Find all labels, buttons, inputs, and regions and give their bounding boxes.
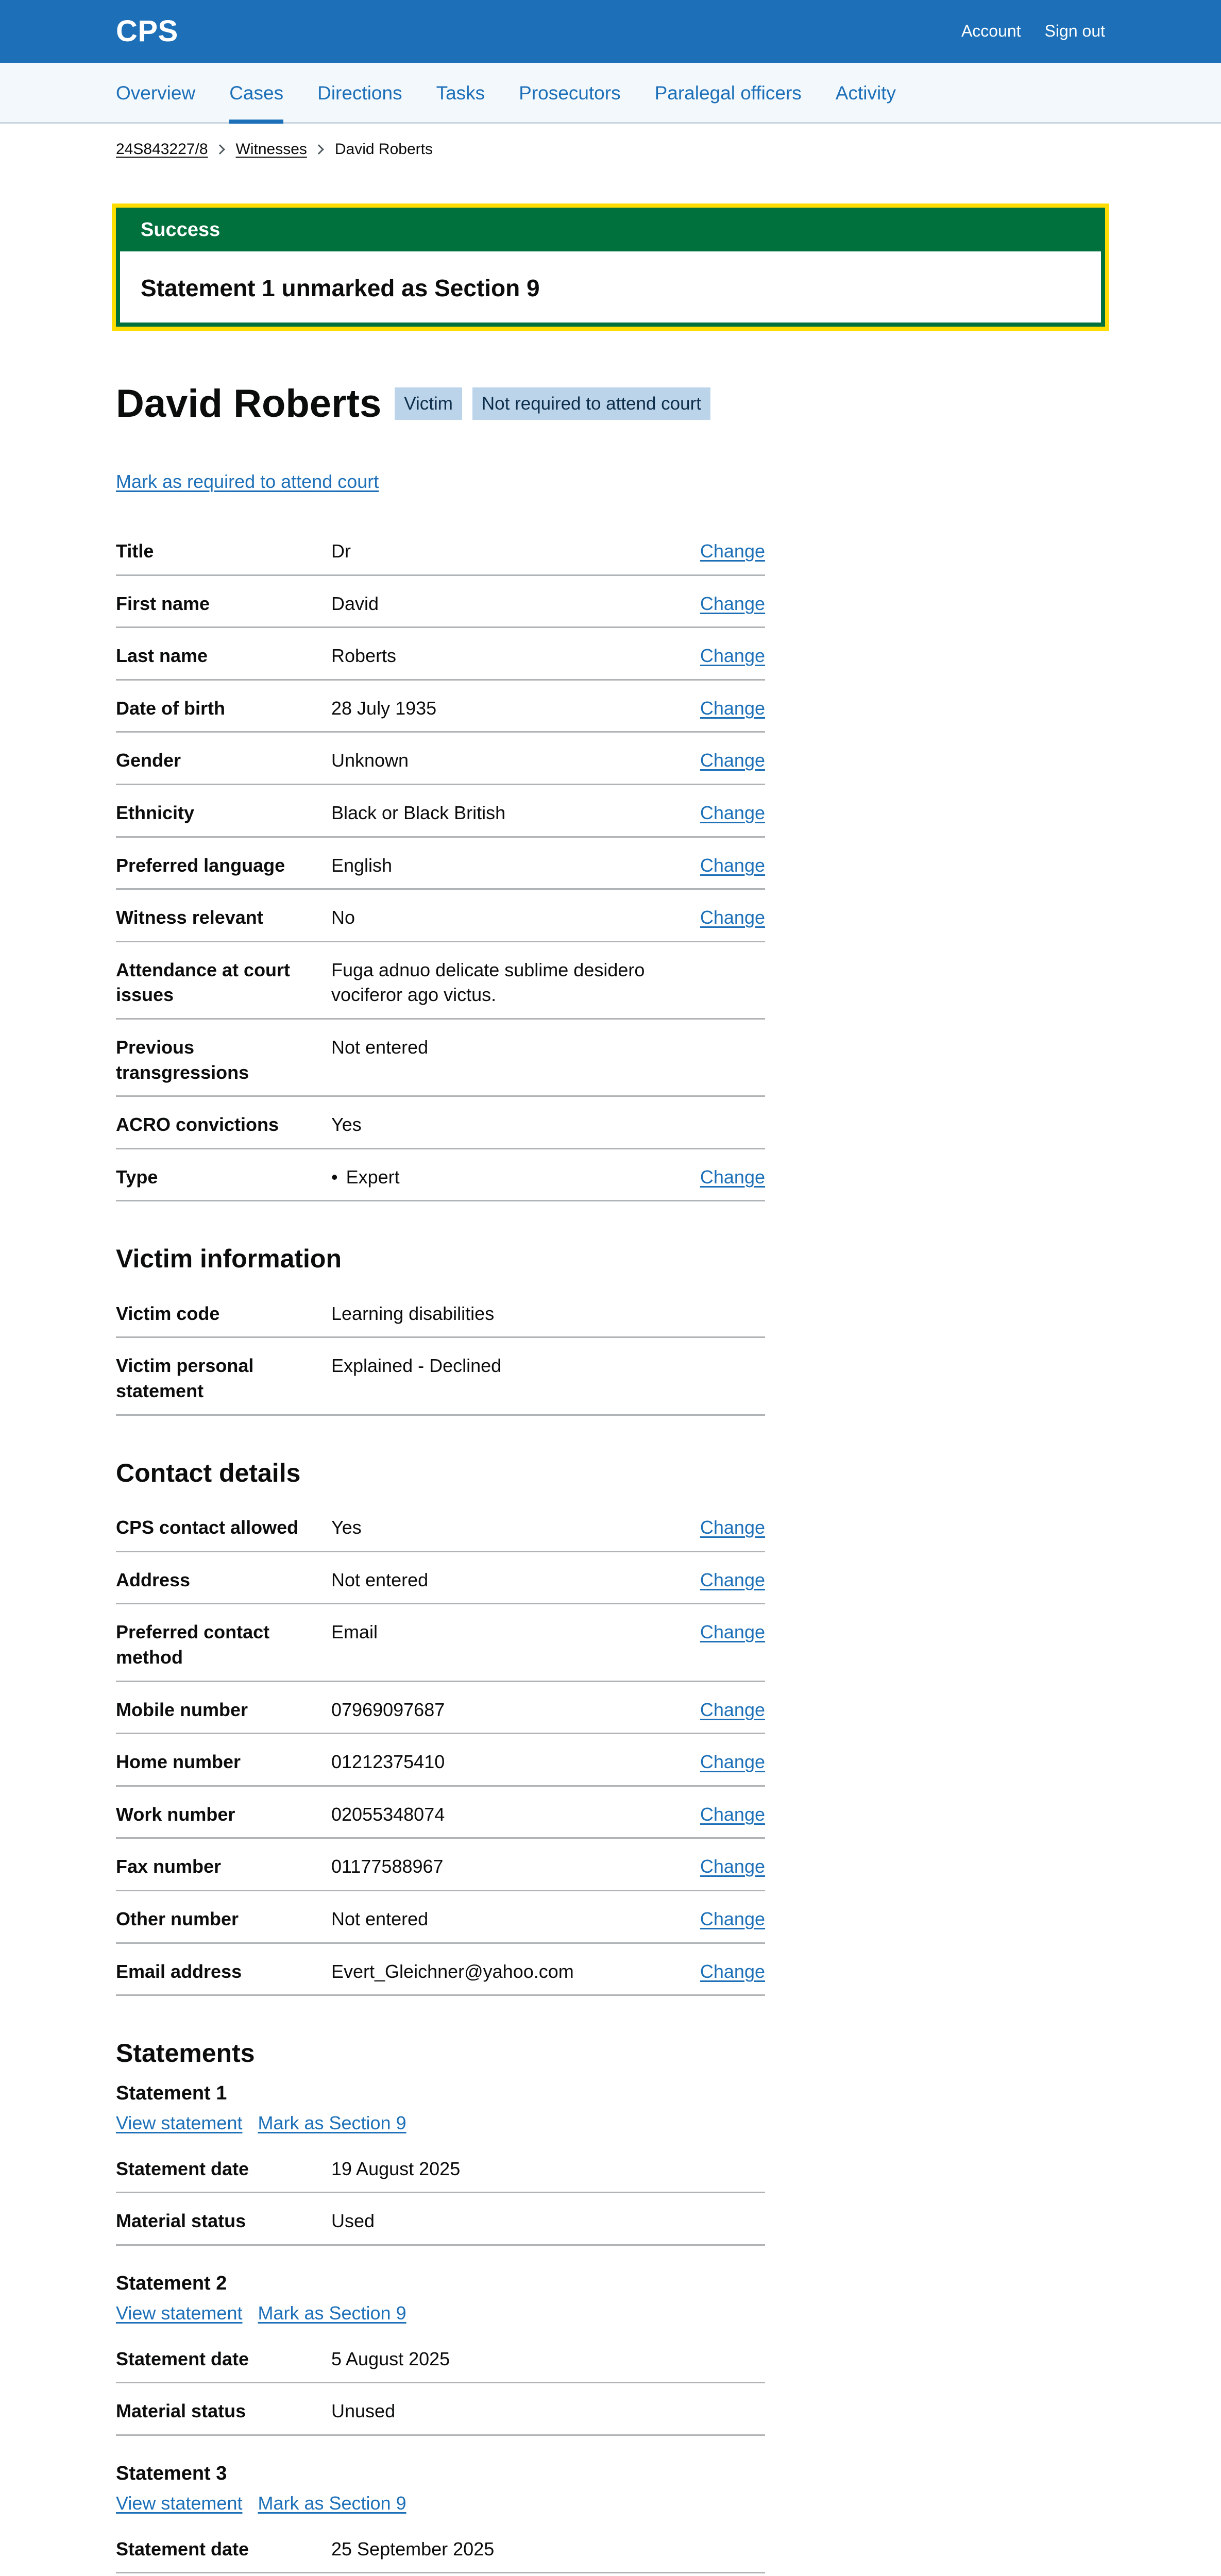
- row-action: [683, 2157, 765, 2182]
- row-key: Email address: [116, 1960, 242, 1982]
- nav-tasks[interactable]: Tasks: [436, 82, 485, 104]
- row-value: 19 August 2025: [331, 2158, 461, 2179]
- statement-actions: [116, 2491, 1105, 2516]
- statement-title: Statement 2: [116, 2272, 227, 2294]
- row-value: 28 July 1935: [331, 697, 437, 719]
- victim-tag: Victim: [395, 387, 462, 420]
- row-value: Black or Black British: [331, 802, 506, 824]
- row-key: Victim personal statement: [116, 1355, 254, 1402]
- summary-row-cps-contact-allowed: [116, 1500, 765, 1552]
- summary-row-last-name: [116, 628, 765, 681]
- row-action: [683, 1854, 765, 1879]
- statement-details-list: [116, 2331, 765, 2436]
- summary-row-attendance-at-court-issues: [116, 942, 765, 1020]
- statements-heading: Statements: [116, 2039, 255, 2068]
- change-other-number-link[interactable]: Change: [700, 1908, 765, 1929]
- change-ethnicity-link[interactable]: Change: [700, 802, 765, 824]
- row-key: Date of birth: [116, 697, 225, 719]
- summary-row-ethnicity: [116, 785, 765, 838]
- statement-block: [116, 2270, 1105, 2436]
- row-action: [683, 1907, 765, 1932]
- change-email-address-link[interactable]: Change: [700, 1960, 765, 1982]
- breadcrumb-witnesses[interactable]: Witnesses: [235, 141, 307, 158]
- row-value: No: [331, 907, 355, 928]
- mark-section-9-link[interactable]: Mark as Section 9: [258, 2112, 406, 2133]
- statement-date-row: [116, 2521, 765, 2574]
- chevron-right-icon: [314, 144, 324, 155]
- change-date-of-birth-link[interactable]: Change: [700, 697, 765, 719]
- row-value: 01177588967: [331, 1856, 444, 1877]
- change-cps-contact-allowed-link[interactable]: Change: [700, 1517, 765, 1538]
- summary-row-preferred-contact-method: [116, 1604, 765, 1682]
- victim-heading: Victim information: [116, 1244, 342, 1274]
- victim-details-list: [116, 1286, 765, 1416]
- change-preferred-contact-method-link[interactable]: Change: [700, 1621, 765, 1643]
- summary-row-fax-number: [116, 1839, 765, 1891]
- site-header: [0, 0, 1221, 63]
- change-type-link[interactable]: Change: [700, 1166, 765, 1188]
- header-links: [961, 20, 1105, 42]
- row-action: [683, 1750, 765, 1775]
- breadcrumb-current: David Roberts: [334, 141, 433, 158]
- row-action: [683, 905, 765, 930]
- witness-details-list: [116, 523, 765, 1201]
- summary-row-work-number: [116, 1787, 765, 1839]
- row-value: [331, 1165, 683, 1190]
- change-gender-link[interactable]: Change: [700, 750, 765, 771]
- summary-row-acro-convictions: [116, 1097, 765, 1149]
- row-action: [683, 801, 765, 826]
- mark-section-9-link[interactable]: Mark as Section 9: [258, 2302, 406, 2324]
- summary-row-witness-relevant: [116, 890, 765, 942]
- nav-overview[interactable]: Overview: [116, 82, 196, 104]
- summary-row-victim-personal-statement: [116, 1338, 765, 1415]
- banner-message: Statement 1 unmarked as Section 9: [120, 251, 1101, 323]
- main-content: [116, 124, 1105, 2576]
- page-heading: [116, 382, 1105, 426]
- nav-paralegal-officers[interactable]: Paralegal officers: [654, 82, 802, 104]
- mark-section-9-link[interactable]: Mark as Section 9: [258, 2493, 406, 2514]
- banner-title: Success: [141, 218, 221, 241]
- row-action: [683, 696, 765, 721]
- primary-nav: [0, 63, 1221, 124]
- material-status-row: [116, 2573, 765, 2576]
- row-key: Preferred contact method: [116, 1621, 270, 1668]
- page-title: David Roberts: [116, 381, 382, 426]
- row-value: 01212375410: [331, 1751, 445, 1773]
- row-value: Not entered: [331, 1569, 429, 1590]
- row-action: [683, 1802, 765, 1827]
- row-action: [683, 2399, 765, 2424]
- row-value: 07969097687: [331, 1699, 445, 1720]
- summary-row-email-address: [116, 1944, 765, 1996]
- row-value: Learning disabilities: [331, 1302, 495, 1324]
- change-last-name-link[interactable]: Change: [700, 645, 765, 667]
- change-witness-relevant-link[interactable]: Change: [700, 907, 765, 928]
- material-status-row: [116, 2193, 765, 2246]
- statement-title: Statement 3: [116, 2462, 227, 2484]
- summary-row-title: [116, 523, 765, 576]
- row-value: David: [331, 592, 379, 614]
- change-mobile-number-link[interactable]: Change: [700, 1699, 765, 1720]
- summary-row-home-number: [116, 1734, 765, 1787]
- row-value: Fuga adnuo delicate sublime desidero vociferor ago victus.: [331, 959, 645, 1006]
- row-action: [683, 2209, 765, 2234]
- change-home-number-link[interactable]: Change: [700, 1751, 765, 1773]
- change-address-link[interactable]: Change: [700, 1569, 765, 1590]
- summary-row-previous-transgressions: [116, 1020, 765, 1097]
- row-value: Dr: [331, 540, 351, 562]
- row-action: [683, 1165, 765, 1190]
- row-key: Victim code: [116, 1302, 220, 1324]
- row-key: Address: [116, 1569, 191, 1590]
- change-preferred-language-link[interactable]: Change: [700, 854, 765, 876]
- row-key: First name: [116, 592, 210, 614]
- statement-block: [116, 2461, 1105, 2576]
- statement-date-row: [116, 2331, 765, 2384]
- summary-row-address: [116, 1552, 765, 1605]
- nav-directions[interactable]: Directions: [317, 82, 402, 104]
- change-title-link[interactable]: Change: [700, 540, 765, 562]
- statement-details-list: [116, 2521, 765, 2576]
- change-first-name-link[interactable]: Change: [700, 592, 765, 614]
- change-fax-number-link[interactable]: Change: [700, 1856, 765, 1877]
- row-action: [683, 958, 765, 1008]
- summary-row-mobile-number: [116, 1682, 765, 1735]
- row-value: English: [331, 854, 393, 876]
- row-value: Explained - Declined: [331, 1355, 502, 1377]
- row-key: Preferred language: [116, 854, 285, 876]
- row-action: [683, 1301, 765, 1327]
- bullet-list-item: • Expert: [331, 1166, 400, 1188]
- change-work-number-link[interactable]: Change: [700, 1803, 765, 1825]
- material-status-row: [116, 2383, 765, 2436]
- row-key: Statement date: [116, 2158, 249, 2179]
- row-action: [683, 643, 765, 669]
- mark-required-link[interactable]: Mark as required to attend court: [116, 471, 379, 493]
- row-action: [683, 1568, 765, 1593]
- row-key: Type: [116, 1166, 158, 1188]
- summary-row-first-name: [116, 576, 765, 629]
- row-value: Evert_Gleichner@yahoo.com: [331, 1960, 574, 1982]
- row-key: Statement date: [116, 2538, 249, 2560]
- statements-list: [116, 2080, 1105, 2576]
- row-action: [683, 591, 765, 617]
- row-key: Statement date: [116, 2348, 249, 2369]
- summary-row-preferred-language: [116, 838, 765, 890]
- contact-details-list: [116, 1500, 765, 1996]
- summary-row-gender: [116, 733, 765, 785]
- nav-activity[interactable]: Activity: [835, 82, 896, 104]
- row-value: 25 September 2025: [331, 2538, 495, 2560]
- row-action: [683, 2347, 765, 2372]
- row-key: Gender: [116, 750, 181, 771]
- row-key: Ethnicity: [116, 802, 195, 824]
- row-key: ACRO convictions: [116, 1114, 279, 1136]
- row-value: Roberts: [331, 645, 397, 667]
- breadcrumb-case[interactable]: 24S843227/8: [116, 141, 208, 158]
- row-value: Yes: [331, 1114, 362, 1136]
- row-action: [683, 1698, 765, 1723]
- statement-details-list: [116, 2141, 765, 2246]
- row-action: [683, 1620, 765, 1670]
- contact-heading: Contact details: [116, 1458, 301, 1487]
- row-key: Fax number: [116, 1856, 222, 1877]
- row-action: [683, 539, 765, 564]
- row-key: Attendance at court issues: [116, 959, 291, 1006]
- breadcrumb: [116, 124, 1105, 160]
- nav-cases[interactable]: Cases: [229, 63, 283, 124]
- statement-actions: [116, 2111, 1105, 2136]
- row-value: 02055348074: [331, 1803, 445, 1825]
- row-action: [683, 1035, 765, 1085]
- sign-out-link[interactable]: Sign out: [1044, 22, 1105, 41]
- statement-block: [116, 2080, 1105, 2246]
- row-value: Email: [331, 1621, 378, 1643]
- row-value: Yes: [331, 1517, 362, 1538]
- row-action: [683, 853, 765, 878]
- cps-logo[interactable]: CPS: [116, 14, 178, 48]
- row-key: Work number: [116, 1803, 235, 1825]
- row-key: Material status: [116, 2210, 246, 2232]
- row-value: Not entered: [331, 1037, 429, 1058]
- row-value: Unknown: [331, 750, 409, 771]
- row-value: 5 August 2025: [331, 2348, 450, 2369]
- row-key: Mobile number: [116, 1699, 248, 1720]
- view-statement-link[interactable]: View statement: [116, 2302, 243, 2324]
- row-action: [683, 2537, 765, 2562]
- row-action: [683, 1515, 765, 1540]
- success-banner: [116, 208, 1105, 327]
- row-key: Witness relevant: [116, 907, 263, 928]
- summary-row-other-number: [116, 1891, 765, 1944]
- statement-date-row: [116, 2141, 765, 2194]
- row-key: Title: [116, 540, 154, 562]
- row-key: Material status: [116, 2400, 246, 2422]
- nav-prosecutors[interactable]: Prosecutors: [519, 82, 621, 104]
- view-statement-link[interactable]: View statement: [116, 2112, 243, 2133]
- row-action: [683, 1959, 765, 1985]
- row-value: Not entered: [331, 1908, 429, 1929]
- row-key: Previous transgressions: [116, 1037, 249, 1083]
- row-key: CPS contact allowed: [116, 1517, 299, 1538]
- attendance-tag: Not required to attend court: [472, 387, 710, 420]
- summary-row-date-of-birth: [116, 681, 765, 733]
- row-key: Home number: [116, 1751, 241, 1773]
- row-action: [683, 1353, 765, 1403]
- row-value: Unused: [331, 2400, 396, 2422]
- summary-row-type: [116, 1149, 765, 1202]
- row-value: Used: [331, 2210, 375, 2232]
- statement-title: Statement 1: [116, 2082, 227, 2104]
- summary-row-victim-code: [116, 1286, 765, 1338]
- statement-actions: [116, 2301, 1105, 2326]
- view-statement-link[interactable]: View statement: [116, 2493, 243, 2514]
- row-action: [683, 748, 765, 773]
- chevron-right-icon: [215, 144, 225, 155]
- row-key: Last name: [116, 645, 208, 667]
- row-action: [683, 1112, 765, 1138]
- row-key: Other number: [116, 1908, 239, 1929]
- account-link[interactable]: Account: [961, 22, 1021, 41]
